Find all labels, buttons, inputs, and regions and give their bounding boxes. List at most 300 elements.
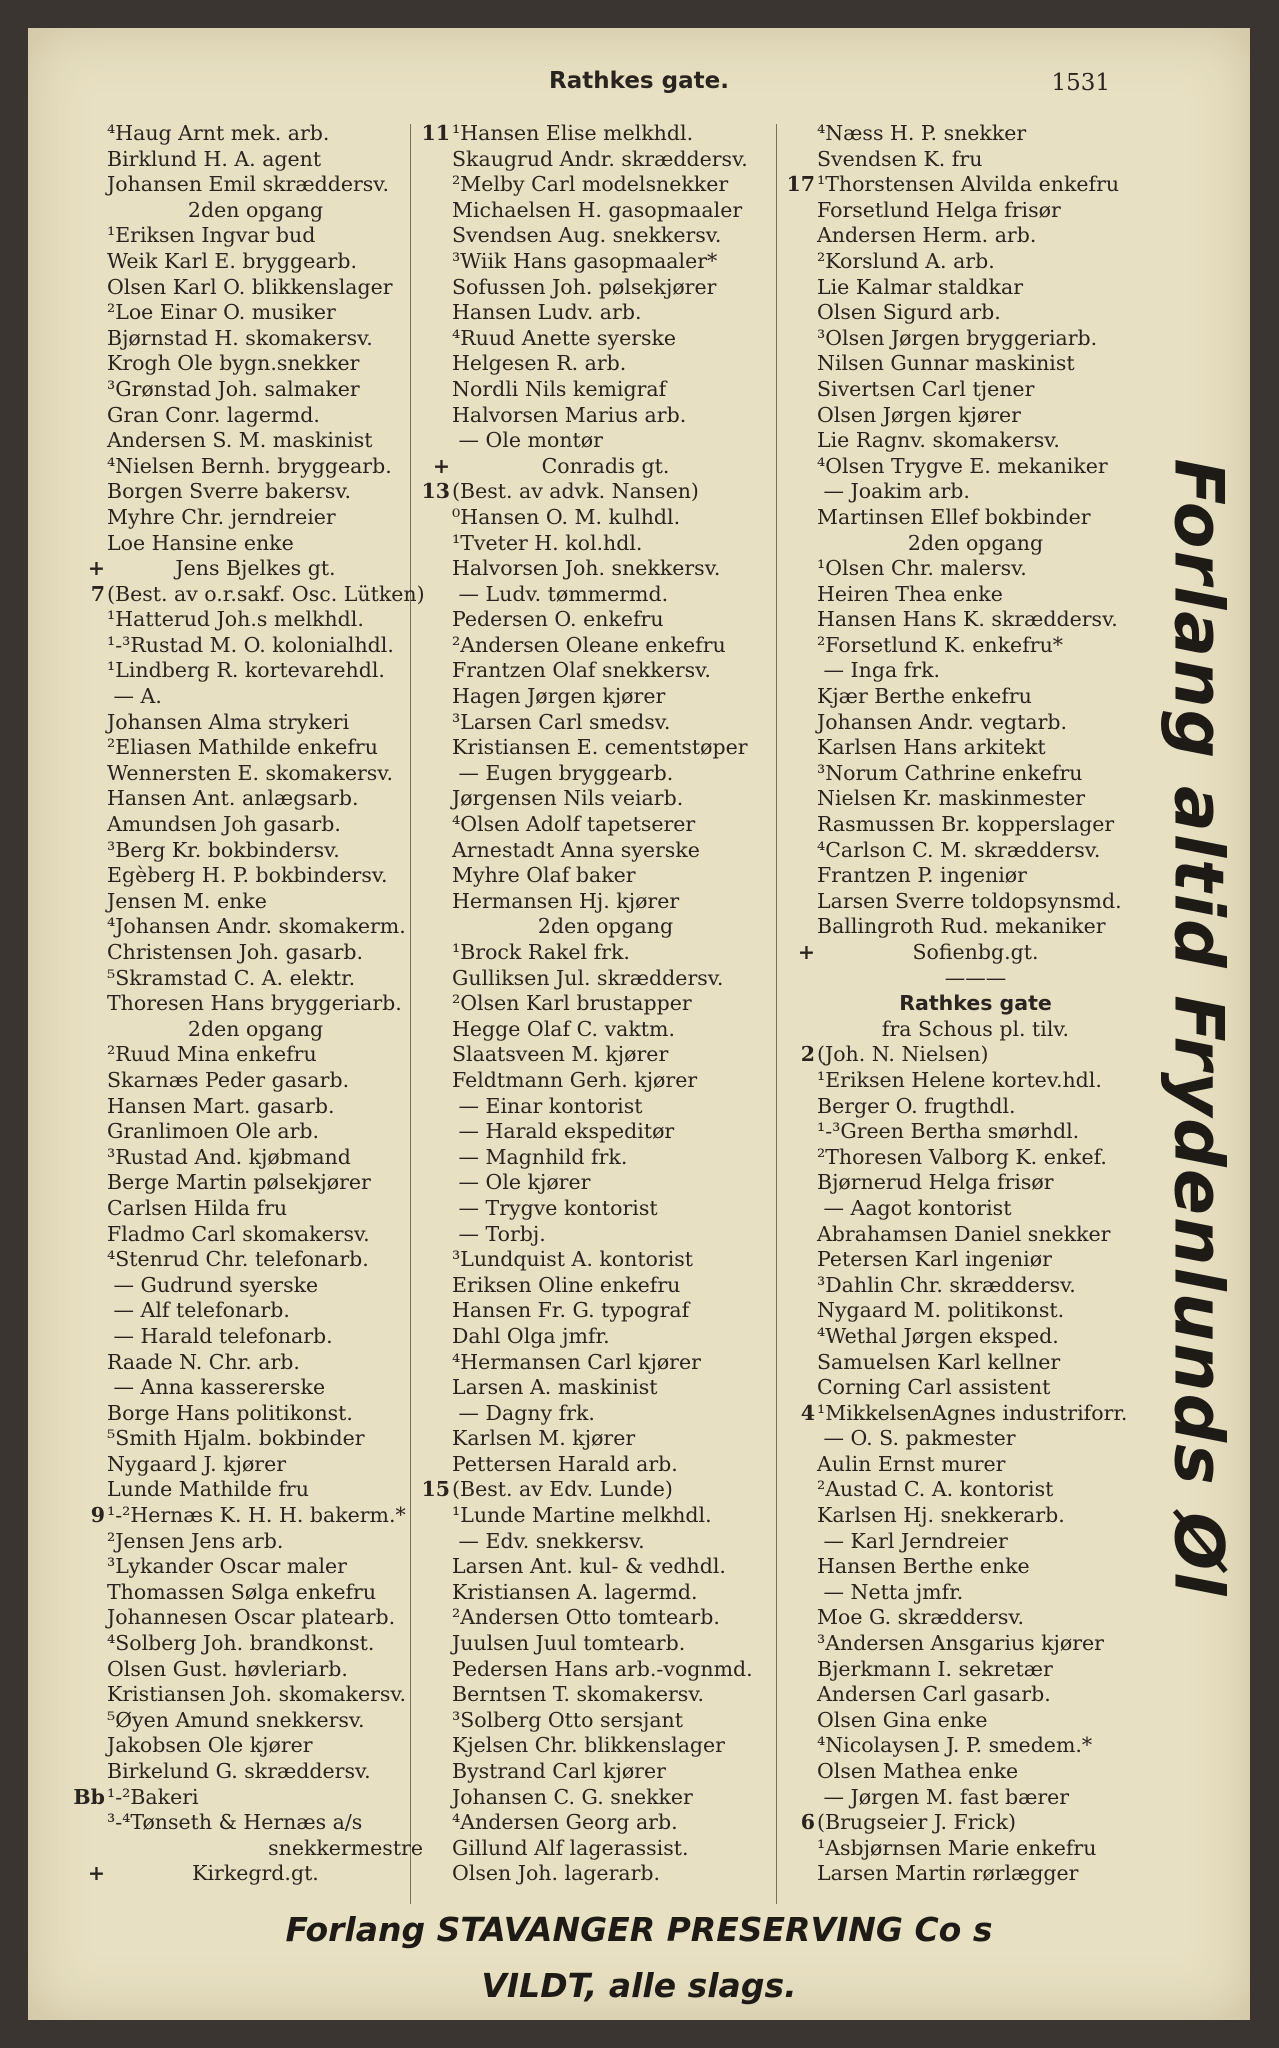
directory-entry (778, 1861, 1173, 1887)
entry-text: Myhre Olaf baker (452, 863, 636, 888)
entry-text: Halvorsen Joh. snekkersv. (452, 556, 721, 581)
directory-entry (413, 889, 798, 915)
directory-entry (413, 1657, 798, 1683)
directory-entry (778, 1785, 1173, 1811)
entry-text: Dahl Olga jmfr. (452, 1323, 610, 1348)
directory-entry (413, 1094, 798, 1120)
directory-entry (778, 377, 1173, 403)
directory-entry (68, 991, 443, 1017)
entry-text: ²Forsetlund K. enkefru* (817, 632, 1064, 657)
entry-text: Sofienbg.gt. (912, 940, 1039, 964)
directory-entry (778, 300, 1173, 326)
entry-text: ¹Hatterud Joh.s melkhdl. (107, 607, 364, 632)
entry-text: ¹Asbjørnsen Marie enkefru (817, 1835, 1097, 1860)
house-number: + (432, 453, 450, 478)
directory-entry (413, 1861, 798, 1887)
entry-text: ⁵Smith Hjalm. bokbinder (107, 1426, 365, 1451)
entry-text: Samuelsen Karl kellner (817, 1349, 1061, 1374)
directory-entry (778, 1759, 1173, 1785)
directory-entry (778, 966, 1173, 992)
entry-text: Kjær Berthe enkefru (817, 684, 1032, 709)
entry-text: Gran Conr. lagermd. (107, 402, 320, 427)
page-number: 1531 (1051, 70, 1110, 96)
entry-text: ¹Eriksen Helene kortev.hdl. (817, 1067, 1102, 1092)
entry-text: Borgen Sverre bakersv. (107, 479, 352, 504)
entry-text: (Brugseier J. Frick) (817, 1810, 1016, 1835)
entry-text: ⁴Johansen Andr. skomakerm. (107, 914, 406, 939)
entry-text: Frantzen P. ingeniør (817, 863, 1027, 888)
directory-entry (778, 786, 1173, 812)
entry-text: — Anna kassererske (107, 1375, 326, 1400)
entry-text: Christensen Joh. gasarb. (107, 940, 364, 964)
directory-entry (413, 1529, 798, 1555)
entry-text: ⁵Øyen Amund snekkersv. (107, 1707, 365, 1732)
directory-entry (68, 1350, 443, 1376)
entry-text: — Harald ekspeditør (452, 1119, 675, 1144)
directory-entry (778, 1068, 1173, 1094)
directory-entry (778, 1631, 1173, 1657)
directory-entry (413, 1042, 798, 1068)
entry-text: Lie Kalmar staldkar (817, 274, 1023, 299)
directory-entry (68, 1529, 443, 1555)
directory-entry (68, 1759, 443, 1785)
directory-entry (778, 582, 1173, 608)
entry-text: — O. S. pakmester (817, 1426, 1016, 1451)
directory-entry (778, 403, 1173, 429)
entry-text: Hansen Ludv. arb. (452, 300, 642, 325)
directory-entry (413, 1196, 798, 1222)
directory-entry (413, 1477, 798, 1503)
directory-entry (413, 863, 798, 889)
directory-entry (778, 1119, 1173, 1145)
entry-text: Johansen Alma strykeri (107, 709, 350, 734)
directory-entry (413, 1631, 798, 1657)
house-number: 13 (421, 479, 450, 504)
directory-entry (68, 940, 443, 966)
entry-text: Amundsen Joh gasarb. (107, 812, 341, 837)
directory-entry (68, 121, 443, 147)
entry-text: Nilsen Gunnar maskinist (817, 351, 1075, 376)
entry-text: ³Wiik Hans gasopmaaler* (452, 248, 718, 273)
directory-entry (778, 812, 1173, 838)
entry-text: Olsen Joh. lagerarb. (452, 1861, 661, 1886)
directory-entry (778, 1554, 1173, 1580)
entry-text: ³-⁴Tønseth & Hernæs a/s (107, 1810, 363, 1835)
entry-text: Rasmussen Br. kopperslager (817, 812, 1115, 837)
entry-text: Forsetlund Helga frisør (817, 197, 1061, 222)
directory-entry (68, 479, 443, 505)
entry-text: ³Lundquist A. kontorist (452, 1247, 694, 1272)
directory-entry (413, 812, 798, 838)
entry-text: Krogh Ole bygn.snekker (107, 351, 360, 376)
entry-text: ¹Hansen Elise melkhdl. (452, 121, 694, 145)
directory-entry (68, 1810, 443, 1836)
directory-entry (778, 1708, 1173, 1734)
directory-entry (68, 351, 443, 377)
directory-entry (413, 1733, 798, 1759)
entry-text: ³Larsen Carl smedsv. (452, 709, 671, 734)
entry-text: Egèberg H. P. bokbindersv. (107, 863, 388, 888)
directory-entry (413, 1836, 798, 1862)
directory-entry (413, 172, 798, 198)
directory-entry (778, 1273, 1173, 1299)
directory-entry (68, 249, 443, 275)
directory-entry (413, 1759, 798, 1785)
entry-text: ⁴Carlson C. M. skræddersv. (817, 837, 1101, 862)
entry-text: Jens Bjelkes gt. (175, 556, 336, 581)
house-number: 6 (800, 1810, 815, 1835)
directory-entry (413, 658, 798, 684)
directory-entry (778, 1452, 1173, 1478)
entry-text: Pedersen O. enkefru (452, 607, 664, 632)
directory-entry (68, 556, 443, 582)
directory-entry (413, 1682, 798, 1708)
entry-text: ³Solberg Otto sersjant (452, 1707, 683, 1732)
directory-entry (778, 607, 1173, 633)
directory-entry (68, 914, 443, 940)
directory-entry (778, 710, 1173, 736)
house-number: 4 (800, 1400, 815, 1425)
entry-text: Frantzen Olaf snekkersv. (452, 658, 711, 683)
directory-entry (68, 582, 443, 608)
directory-entry (413, 326, 798, 352)
entry-text: Olsen Gina enke (817, 1707, 988, 1732)
entry-text: ²Jensen Jens arb. (107, 1528, 284, 1553)
entry-text: Hansen Mart. gasarb. (107, 1093, 335, 1118)
directory-entry (778, 1580, 1173, 1606)
directory-entry (68, 863, 443, 889)
directory-entry (413, 505, 798, 531)
entry-text: Pettersen Harald arb. (452, 1451, 678, 1476)
entry-text: Skarnæs Peder gasarb. (107, 1067, 350, 1092)
entry-text: 2den opgang (187, 1016, 324, 1041)
entry-text: Andersen Herm. arb. (817, 223, 1037, 248)
entry-text: Lie Ragnv. skomakersv. (817, 428, 1060, 453)
entry-text: Bjørnstad H. skomakersv. (107, 325, 373, 350)
directory-entry (413, 1222, 798, 1248)
directory-entry (778, 172, 1173, 198)
directory-entry (413, 1017, 798, 1043)
entry-text: Gulliksen Jul. skræddersv. (452, 965, 724, 990)
directory-entry (413, 1708, 798, 1734)
entry-text: Bjørnerud Helga frisør (817, 1170, 1054, 1195)
directory-entry (413, 940, 798, 966)
entry-text: Karlsen Hj. snekkerarb. (817, 1503, 1065, 1528)
entry-text: ²Austad C. A. kontorist (817, 1477, 1054, 1502)
entry-text: Jakobsen Ole kjører (107, 1733, 313, 1758)
directory-column-2 (413, 121, 798, 1887)
entry-text: ³Grønstad Joh. salmaker (107, 376, 360, 401)
directory-entry (778, 326, 1173, 352)
entry-text: ——— (944, 965, 1007, 990)
entry-text: (Best. av advk. Nansen) (452, 479, 699, 504)
house-number: 11 (421, 121, 450, 145)
directory-entry (68, 147, 443, 173)
entry-text: — Ole kjører (452, 1170, 591, 1195)
directory-entry (68, 1247, 443, 1273)
directory-entry (68, 1657, 443, 1683)
directory-entry (413, 147, 798, 173)
directory-entry (413, 1426, 798, 1452)
directory-entry (68, 1580, 443, 1606)
entry-text: ¹-³Rustad M. O. kolonialhdl. (107, 632, 394, 657)
entry-text: ²Thoresen Valborg K. enkef. (817, 1144, 1107, 1169)
directory-entry (413, 966, 798, 992)
directory-entry (68, 1631, 443, 1657)
directory-entry (413, 454, 798, 480)
entry-text: Weik Karl E. bryggearb. (107, 248, 357, 273)
entry-text: Hansen Hans K. skræddersv. (817, 607, 1118, 632)
entry-text: Andersen Carl gasarb. (817, 1682, 1051, 1707)
entry-text: Granlimoen Ole arb. (107, 1119, 320, 1144)
entry-text: — Gudrund syerske (107, 1272, 319, 1297)
entry-text: — Einar kontorist (452, 1093, 643, 1118)
entry-text: Nordli Nils kemigraf (452, 376, 667, 401)
directory-entry (68, 1401, 443, 1427)
entry-text: Andersen S. M. maskinist (107, 428, 373, 453)
entry-text: ¹-²Hernæs K. H. H. bakerm.* (107, 1503, 406, 1528)
directory-entry (68, 428, 443, 454)
entry-text: Myhre Chr. jerndreier (107, 504, 336, 529)
entry-text: Halvorsen Marius arb. (452, 402, 687, 427)
directory-entry (413, 121, 798, 147)
entry-text: Larsen A. maskinist (452, 1375, 658, 1400)
directory-entry (778, 1657, 1173, 1683)
entry-text: — Trygve kontorist (452, 1195, 658, 1220)
entry-text: Berntsen T. skomakersv. (452, 1682, 704, 1707)
entry-text: Hansen Fr. G. typograf (452, 1298, 690, 1323)
directory-entry (778, 1733, 1173, 1759)
directory-entry (778, 479, 1173, 505)
directory-entry (778, 735, 1173, 761)
entry-text: Michaelsen H. gasopmaaler (452, 197, 743, 222)
directory-entry (778, 351, 1173, 377)
entry-text: ¹Thorstensen Alvilda enkefru (817, 172, 1120, 197)
directory-entry (413, 1580, 798, 1606)
directory-entry (778, 1298, 1173, 1324)
directory-entry (68, 658, 443, 684)
directory-entry (413, 1247, 798, 1273)
entry-text: Lunde Mathilde fru (107, 1477, 309, 1502)
directory-entry (413, 1401, 798, 1427)
entry-text: Raade N. Chr. arb. (107, 1349, 300, 1374)
directory-entry (778, 761, 1173, 787)
entry-text: — Edv. snekkersv. (452, 1528, 645, 1553)
directory-entry (68, 1836, 443, 1862)
directory-entry (413, 351, 798, 377)
directory-entry (68, 1861, 443, 1887)
entry-text: ⁴Stenrud Chr. telefonarb. (107, 1247, 369, 1272)
entry-text: snekkermestre (268, 1835, 423, 1860)
directory-entry (413, 198, 798, 224)
entry-text: Olsen Mathea enke (817, 1759, 1019, 1783)
directory-entry (778, 1170, 1173, 1196)
directory-entry (778, 991, 1173, 1017)
entry-text: Svendsen K. fru (817, 146, 983, 171)
directory-entry (413, 249, 798, 275)
directory-entry (68, 223, 443, 249)
directory-entry (68, 1503, 443, 1529)
entry-text: Hagen Jørgen kjører (452, 684, 666, 709)
entry-text: Sivertsen Carl tjener (817, 376, 1035, 401)
house-number: + (87, 556, 105, 581)
entry-text: Olsen Gust. høvleriarb. (107, 1656, 348, 1681)
entry-text: Nygaard M. politikonst. (817, 1298, 1065, 1323)
entry-text: Gillund Alf lagerassist. (452, 1835, 689, 1860)
directory-entry (778, 1529, 1173, 1555)
directory-entry (68, 786, 443, 812)
directory-page (28, 28, 1250, 2020)
entry-text: ²Andersen Oleane enkefru (452, 632, 726, 657)
entry-text: ¹Lindberg R. kortevarehdl. (107, 658, 385, 683)
directory-entry (413, 223, 798, 249)
directory-entry (68, 1554, 443, 1580)
entry-text: Wennersten E. skomakersv. (107, 760, 393, 785)
entry-text: ⁴Hermansen Carl kjører (452, 1349, 701, 1374)
entry-text: ⁴Olsen Adolf tapetserer (452, 812, 696, 837)
entry-text: ²Korslund A. arb. (817, 248, 995, 273)
entry-text: ¹-³Green Bertha smørhdl. (817, 1119, 1080, 1144)
directory-entry (68, 1273, 443, 1299)
entry-text: Ballingroth Rud. mekaniker (817, 914, 1106, 939)
entry-text: — Eugen bryggearb. (452, 760, 674, 785)
directory-entry (778, 1324, 1173, 1350)
directory-entry (68, 966, 443, 992)
entry-text: Jørgensen Nils veiarb. (452, 786, 684, 811)
entry-text: Loe Hansine enke (107, 530, 294, 555)
entry-text: Conradis gt. (541, 453, 670, 478)
entry-text: — Inga frk. (817, 658, 941, 683)
directory-entry (68, 1298, 443, 1324)
entry-text: Kristiansen A. lagermd. (452, 1579, 698, 1604)
entry-text: — Karl Jerndreier (817, 1528, 1008, 1553)
entry-text: ¹Lunde Martine melkhdl. (452, 1503, 712, 1528)
entry-text: Corning Carl assistent (817, 1375, 1051, 1400)
side-ad-text: Forlang altid Frydenlunds Øl (1158, 458, 1238, 1598)
directory-entry (413, 1503, 798, 1529)
directory-entry (778, 1350, 1173, 1376)
entry-text: 2den opgang (907, 530, 1044, 555)
house-number: + (797, 940, 815, 964)
entry-text: Pedersen Hans arb.-vognmd. (452, 1656, 753, 1681)
entry-text: Carlsen Hilda fru (107, 1195, 288, 1220)
directory-entry (778, 249, 1173, 275)
entry-text: (Joh. N. Nielsen) (817, 1042, 989, 1067)
directory-entry (68, 531, 443, 557)
entry-text: Larsen Ant. kul- & vedhdl. (452, 1554, 726, 1579)
entry-text: ⁴Nicolaysen J. P. smedem.* (817, 1733, 1093, 1758)
house-number: + (87, 1861, 105, 1886)
directory-entry (778, 1477, 1173, 1503)
directory-entry (413, 786, 798, 812)
directory-entry (778, 275, 1173, 301)
directory-entry (68, 1094, 443, 1120)
entry-text: Borge Hans politikonst. (107, 1400, 353, 1425)
directory-entry (68, 684, 443, 710)
entry-text: ²Olsen Karl brustapper (452, 991, 692, 1016)
directory-entry (68, 1452, 443, 1478)
directory-entry (68, 633, 443, 659)
entry-text: Jensen M. enke (107, 888, 267, 913)
entry-text: ⁰Hansen O. M. kulhdl. (452, 504, 681, 529)
directory-entry (68, 812, 443, 838)
directory-entry (778, 889, 1173, 915)
entry-text: ³Andersen Ansgarius kjører (817, 1631, 1104, 1656)
directory-entry (778, 940, 1173, 966)
directory-entry (413, 1170, 798, 1196)
house-number: 7 (90, 581, 105, 606)
entry-text: 2den opgang (187, 197, 324, 222)
directory-entry (413, 1324, 798, 1350)
entry-text: ²Andersen Otto tomtearb. (452, 1605, 720, 1630)
entry-text: ¹Eriksen Ingvar bud (107, 223, 316, 248)
directory-column-1 (68, 121, 443, 1887)
directory-entry (778, 121, 1173, 147)
entry-text: Nielsen Kr. maskinmester (817, 786, 1086, 811)
directory-entry (68, 1196, 443, 1222)
directory-entry (68, 1375, 443, 1401)
directory-entry (68, 1068, 443, 1094)
entry-text: — Harald telefonarb. (107, 1323, 333, 1348)
footer-ad-line-1: Forlang STAVANGER PRESERVING Co s (285, 1910, 993, 1949)
directory-entry (413, 684, 798, 710)
directory-entry (68, 710, 443, 736)
entry-text: ²Ruud Mina enkefru (107, 1042, 317, 1067)
entry-text: — Joakim arb. (817, 479, 970, 504)
entry-text: Skaugrud Andr. skræddersv. (452, 146, 748, 171)
directory-entry (413, 377, 798, 403)
entry-text: Kristiansen Joh. skomakersv. (107, 1682, 407, 1707)
entry-text: ¹Olsen Chr. malersv. (817, 556, 1027, 581)
directory-entry (413, 1068, 798, 1094)
directory-entry (413, 1145, 798, 1171)
directory-entry (778, 1042, 1173, 1068)
entry-text: ⁴Nielsen Bernh. bryggearb. (107, 453, 392, 478)
directory-entry (778, 223, 1173, 249)
directory-entry (68, 1017, 443, 1043)
entry-text: Kjelsen Chr. blikkenslager (452, 1733, 725, 1758)
directory-entry (778, 633, 1173, 659)
entry-text: Johannesen Oscar platearb. (107, 1605, 396, 1630)
entry-text: Olsen Karl O. blikkenslager (107, 274, 393, 299)
directory-entry (68, 172, 443, 198)
directory-entry (413, 479, 798, 505)
entry-text: Olsen Jørgen kjører (817, 402, 1021, 427)
entry-text: — Netta jmfr. (817, 1579, 964, 1604)
directory-entry (68, 1042, 443, 1068)
directory-entry (413, 1119, 798, 1145)
directory-entry (778, 658, 1173, 684)
directory-entry (68, 198, 443, 224)
directory-entry (68, 735, 443, 761)
entry-text: ³Berg Kr. bokbindersv. (107, 837, 340, 862)
directory-entry (68, 1733, 443, 1759)
entry-text: (Best. av o.r.sakf. Osc. Lütken) (107, 581, 425, 606)
entry-text: ⁴Wethal Jørgen eksped. (817, 1323, 1059, 1348)
entry-text: ²Melby Carl modelsnekker (452, 172, 729, 197)
entry-text: ⁴Næss H. P. snekker (817, 121, 1027, 145)
directory-entry (778, 1196, 1173, 1222)
entry-text: Aulin Ernst murer (817, 1451, 1006, 1476)
directory-entry (68, 326, 443, 352)
entry-text: Berger O. frugthdl. (817, 1093, 1016, 1118)
entry-text: — Torbj. (452, 1221, 546, 1246)
directory-entry (68, 1145, 443, 1171)
directory-entry (68, 1605, 443, 1631)
directory-entry (413, 1605, 798, 1631)
entry-text: fra Schous pl. tilv. (881, 1016, 1070, 1041)
entry-text: — Dagny frk. (452, 1400, 595, 1425)
